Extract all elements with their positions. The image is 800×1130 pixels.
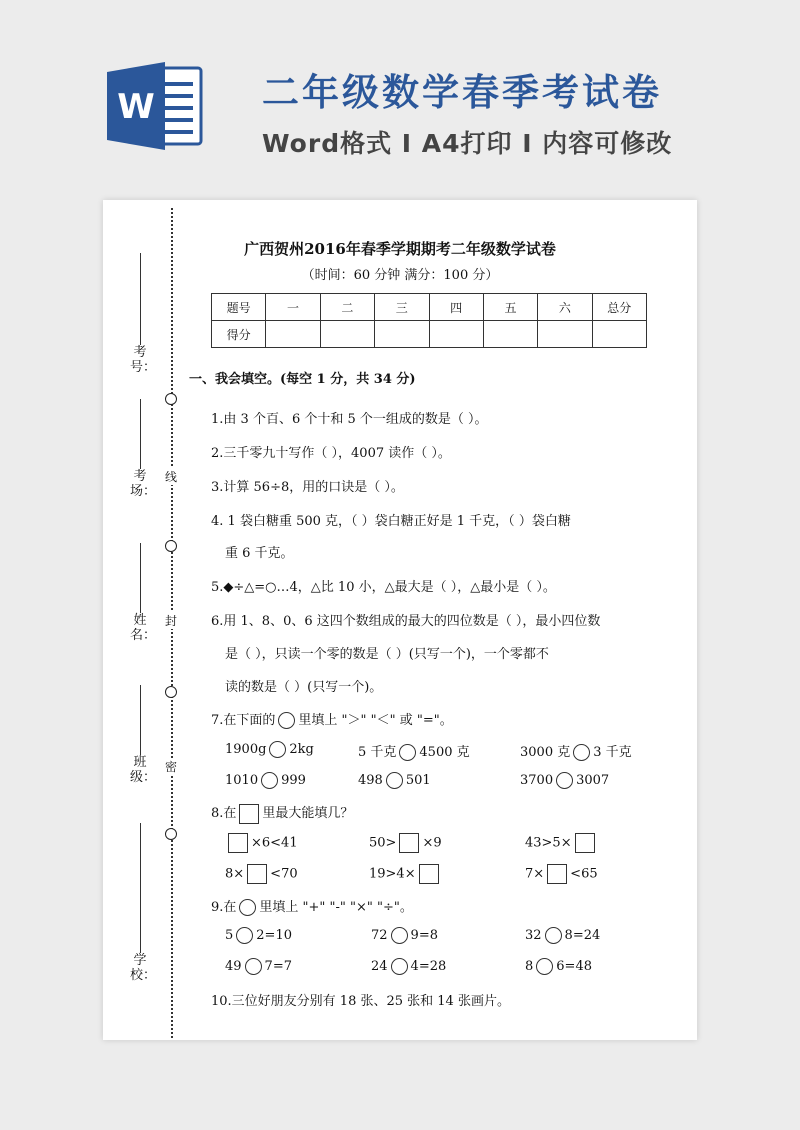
banner-subtitle: Word格式 I A4打印 I 内容可修改	[262, 129, 673, 158]
q7-item: 3000 克 3 千克	[520, 745, 632, 760]
q8-item: 50> ×9	[369, 833, 442, 853]
q9-item: 32 8=24	[525, 928, 601, 943]
answer-box[interactable]	[247, 864, 267, 884]
seal-circle	[165, 540, 177, 552]
operator-circle-icon	[239, 899, 256, 916]
score-input-cell[interactable]	[429, 321, 483, 348]
score-input-cell[interactable]	[483, 321, 537, 348]
question-8: 8.在 里最大能填几？	[211, 802, 353, 824]
question-6-cont: 读的数是（ ）(只写一个)。	[225, 680, 383, 695]
gutter-field-name: 姓名：	[130, 540, 150, 643]
q8-item: 8× <70	[225, 864, 298, 884]
answer-circle[interactable]	[386, 772, 403, 789]
question-5: 5.◆÷△=○…4，△比 10 小，△最大是（ ），△最小是（ ）。	[211, 580, 556, 595]
q8-item: 19>4×	[369, 864, 442, 884]
table-cell: 题号	[212, 294, 266, 321]
question-1: 1.由 3 个百、6 个十和 5 个一组成的数是（ ）。	[211, 412, 488, 427]
q9-item: 8 6=48	[525, 959, 592, 974]
table-cell: 得分	[212, 321, 266, 348]
question-3: 3.计算 56÷8，用的口诀是（ ）。	[211, 480, 404, 495]
word-logo-icon	[105, 62, 205, 150]
answer-circle[interactable]	[261, 772, 278, 789]
answer-circle[interactable]	[236, 927, 253, 944]
q9-item: 24 4=28	[371, 959, 447, 974]
score-input-cell[interactable]	[320, 321, 374, 348]
seal-word-line: 线	[164, 470, 177, 484]
question-6-cont: 是（ ），只读一个零的数是（ ）(只写一个)，一个零都不	[225, 647, 549, 662]
table-cell: 五	[483, 294, 537, 321]
seal-word-secret: 密	[164, 760, 177, 774]
gutter-field-exam-room: 考场：	[130, 396, 150, 499]
question-2: 2.三千零九十写作（ ），4007 读作（ ）。	[211, 446, 451, 461]
gutter-field-class: 班级：	[130, 682, 150, 785]
section-heading: 一、我会填空。(每空 1 分，共 34 分)	[189, 372, 416, 387]
table-cell: 三	[375, 294, 429, 321]
answer-circle[interactable]	[536, 958, 553, 975]
word-logo-letter: W	[117, 87, 155, 127]
question-4-cont: 重 6 千克。	[225, 546, 294, 561]
q7-item: 498 501	[358, 773, 431, 788]
gutter-field-school: 学校：	[130, 820, 150, 983]
seal-circle	[165, 828, 177, 840]
answer-circle[interactable]	[391, 927, 408, 944]
answer-circle[interactable]	[391, 958, 408, 975]
exam-paper	[103, 200, 697, 1040]
score-input-cell[interactable]	[592, 321, 646, 348]
seal-word-seal: 封	[164, 614, 177, 628]
q9-item: 5 2=10	[225, 928, 292, 943]
score-table	[211, 293, 647, 348]
answer-circle[interactable]	[245, 958, 262, 975]
q7-item: 5 千克 4500 克	[358, 745, 470, 760]
question-9: 9.在 里填上 "+" "-" "×" "÷"。	[211, 900, 413, 915]
question-4: 4. 1 袋白糖重 500 克，（ ）袋白糖正好是 1 千克，（ ）袋白糖	[211, 514, 571, 529]
table-cell: 二	[320, 294, 374, 321]
gutter-field-exam-number: 考号：	[130, 250, 150, 375]
table-cell: 总分	[592, 294, 646, 321]
exam-subtitle: （时间：60 分钟 满分：100 分）	[301, 268, 499, 283]
score-input-cell[interactable]	[266, 321, 320, 348]
q8-item: 43>5×	[525, 833, 598, 853]
compare-circle-icon	[278, 712, 295, 729]
answer-circle[interactable]	[573, 744, 590, 761]
answer-circle[interactable]	[269, 741, 286, 758]
answer-box[interactable]	[419, 864, 439, 884]
q8-item: 7× <65	[525, 864, 598, 884]
q7-item: 1900g 2kg	[225, 742, 314, 757]
table-cell: 一	[266, 294, 320, 321]
answer-circle[interactable]	[556, 772, 573, 789]
answer-circle[interactable]	[545, 927, 562, 944]
question-6: 6.用 1、8、0、6 这四个数组成的最大的四位数是（ ），最小四位数	[211, 614, 601, 629]
question-7: 7.在下面的 里填上 "＞" "＜" 或 "="。	[211, 713, 453, 728]
exam-title: 广西贺州2016年春季学期期考二年级数学试卷	[244, 240, 556, 258]
answer-box-icon	[239, 804, 259, 824]
q7-item: 1010 999	[225, 773, 306, 788]
q7-item: 3700 3007	[520, 773, 610, 788]
seal-circle	[165, 686, 177, 698]
answer-box[interactable]	[399, 833, 419, 853]
score-input-cell[interactable]	[538, 321, 592, 348]
answer-circle[interactable]	[399, 744, 416, 761]
table-cell: 四	[429, 294, 483, 321]
table-cell: 六	[538, 294, 592, 321]
q9-item: 49 7=7	[225, 959, 292, 974]
banner-title: 二年级数学春季考试卷	[262, 71, 662, 114]
q8-item: ×6<41	[225, 833, 298, 853]
answer-box[interactable]	[228, 833, 248, 853]
table-row	[212, 294, 647, 321]
score-input-cell[interactable]	[375, 321, 429, 348]
table-row	[212, 321, 647, 348]
seal-circle	[165, 393, 177, 405]
answer-box[interactable]	[547, 864, 567, 884]
q9-item: 72 9=8	[371, 928, 438, 943]
answer-box[interactable]	[575, 833, 595, 853]
question-10: 10.三位好朋友分别有 18 张、25 张和 14 张画片。	[211, 994, 510, 1009]
